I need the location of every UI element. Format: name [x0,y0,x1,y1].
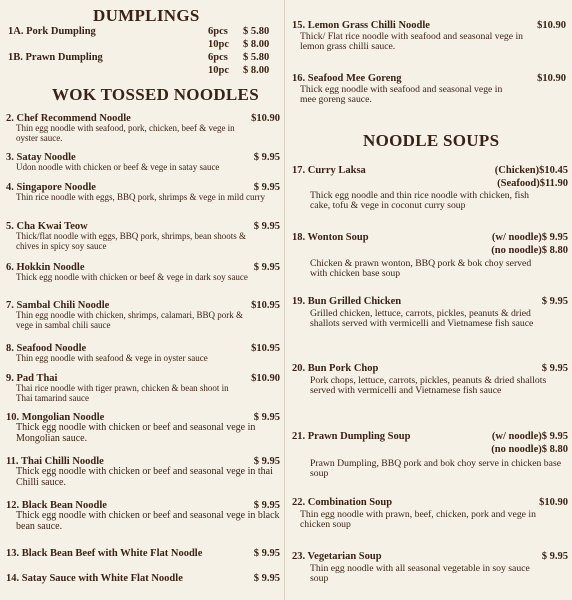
item-price: $ 9.95 [541,551,568,562]
item-qty: 6pcs [208,52,228,63]
item-name: 21. Prawn Dumpling Soup [292,431,411,442]
item-price: $ 8.00 [243,65,270,76]
item-qty: 6pcs [208,26,228,37]
item-name: 15. Lemon Grass Chilli Noodle [292,20,430,31]
item-name: 8. Seafood Noodle [6,343,87,354]
item-description: Pork chops, lettuce, carrots, pickles, peanuts & dried shallots served with vermicelli and Vietnamese fish sauce [310,375,547,396]
item-name: 14. Satay Sauce with White Flat Noodle [6,573,183,584]
item-price: $ 9.95 [253,500,280,511]
item-price-row [495,165,568,177]
item-price: $10.90 [251,113,280,124]
item-description: Prawn Dumpling, BBQ pork and bok choy serve in chicken base soup [310,458,562,479]
item-qty: 10pc [208,39,229,50]
item-name: 10. Mongolian Noodle [6,412,105,423]
dumplings-heading: DUMPLINGS [93,6,200,25]
item-name: 7. Sambal Chili Noodle [6,300,110,311]
item-name: 11. Thai Chilli Noodle [6,456,104,467]
item-price: $ 5.80 [243,52,270,63]
item-price: $ 8.80 [541,245,568,256]
item-price: $10.90 [537,73,566,84]
item-price: $ 8.00 [243,39,270,50]
noodle-soups-heading: NOODLE SOUPS [363,131,500,150]
item-price: $ 9.95 [253,456,280,467]
item-name: 19. Bun Grilled Chicken [292,296,402,307]
item-description: Thick egg noodle with chicken or beef and seasonal vege in Mongolian sauce. [16,422,256,444]
item-name: 12. Black Bean Noodle [6,500,107,511]
item-price-row [497,178,568,190]
item-price: $ 5.80 [243,26,270,37]
item-description: Thick/ Flat rice noodle with seafood and seasonal vege in lemon grass chilli sauce. [300,31,524,52]
item-price: $ 9.95 [253,573,280,584]
price-label: (Chicken) [494,165,540,176]
item-name: 1B. Prawn Dumpling [8,52,103,63]
item-price: $10.45 [539,165,568,176]
item-description: Thick egg noodle and thin rice noodle with chicken, fish cake, tofu & vege in coconut curry soup [310,190,529,211]
item-price: $ 9.95 [253,548,280,559]
item-name: 5. Cha Kwai Teow [6,221,88,232]
price-label: (no noodle) [491,245,542,256]
item-name: 20. Bun Pork Chop [292,363,379,374]
item-description: Thick egg noodle with seafood and seasonal vege in mee goreng sauce. [300,84,503,105]
item-price: $ 9.95 [253,221,280,232]
item-name: 22. Combination Soup [292,497,393,508]
column-divider [284,0,285,600]
item-price-row [491,444,568,456]
price-label: (w/ noodle) [491,431,542,442]
item-description: Thin egg noodle with seafood & vege in oyster sauce [16,353,208,363]
item-description: Thick egg noodle with chicken or beef and seasonal vege in thai Chilli sauce. [16,466,273,488]
item-price: $ 9.95 [541,296,568,307]
item-price-row [492,232,568,244]
item-price: $ 9.95 [541,232,568,243]
item-price: $ 9.95 [253,182,280,193]
item-name: 17. Curry Laksa [292,165,366,176]
item-price: $ 9.95 [253,262,280,273]
item-name: 1A. Pork Dumpling [8,26,96,37]
item-description: Chicken & prawn wonton, BBQ pork & bok choy served with chicken base soup [310,258,532,279]
item-description: Thai rice noodle with tiger prawn, chicken & bean shoot in Thai tamarind sauce [16,383,229,403]
item-price: $ 8.80 [541,444,568,455]
item-name: 4. Singapore Noodle [6,182,96,193]
item-price: $10.90 [539,497,568,508]
item-description: Thin egg noodle with prawn, beef, chicken, pork and vege in chicken soup [300,509,536,530]
item-qty: 10pc [208,65,229,76]
item-price: $ 9.95 [253,412,280,423]
item-name: 2. Chef Recommend Noodle [6,113,131,124]
item-name: 6. Hokkin Noodle [6,262,85,273]
item-name: 18. Wonton Soup [292,232,369,243]
item-name: 16. Seafood Mee Goreng [292,73,402,84]
item-description: Thin rice noodle with eggs, BBQ pork, shrimps & vege in mild curry [16,192,265,202]
item-name: 9. Pad Thai [6,373,58,384]
item-price: $ 9.95 [253,152,280,163]
item-price-row [492,431,568,443]
price-label: (w/ noodle) [491,232,542,243]
item-description: Thin egg noodle with all seasonal vegetable in soy sauce soup [310,563,530,584]
item-price: $10.95 [251,300,280,311]
item-description: Thick/flat noodle with eggs, BBQ pork, shrimps, bean shoots & chives in spicy soy sauce [16,231,246,251]
item-price: $10.95 [251,343,280,354]
item-price: $11.90 [539,178,568,189]
item-description: Thin egg noodle with seafood, pork, chicken, beef & vege in oyster sauce. [16,123,235,143]
price-label: (Seafood) [497,178,540,189]
item-name: 23. Vegetarian Soup [292,551,382,562]
item-price: $10.90 [537,20,566,31]
item-description: Thick egg noodle with chicken or beef & vege in dark soy sauce [16,272,248,282]
item-price: $10.90 [251,373,280,384]
wok-tossed-noodles-heading: WOK TOSSED NOODLES [52,85,259,104]
item-name: 13. Black Bean Beef with White Flat Noodle [6,548,203,559]
item-price: $ 9.95 [541,363,568,374]
item-price: $ 9.95 [541,431,568,442]
item-description: Thin egg noodle with chicken, shrimps, calamari, BBQ pork & vege in sambal chili sauce [16,310,243,330]
item-description: Thick egg noodle with chicken or beef and seasonal vege in black bean sauce. [16,510,280,532]
price-label: (no noodle) [491,444,542,455]
item-name: 3. Satay Noodle [6,152,76,163]
item-description: Udon noodle with chicken or beef & vege in satay sauce [16,162,220,172]
item-price-row [491,245,568,257]
item-description: Grilled chicken, lettuce, carrots, pickles, peanuts & dried shallots served with vermicelli and Vietnamese fish sauce [310,308,534,329]
